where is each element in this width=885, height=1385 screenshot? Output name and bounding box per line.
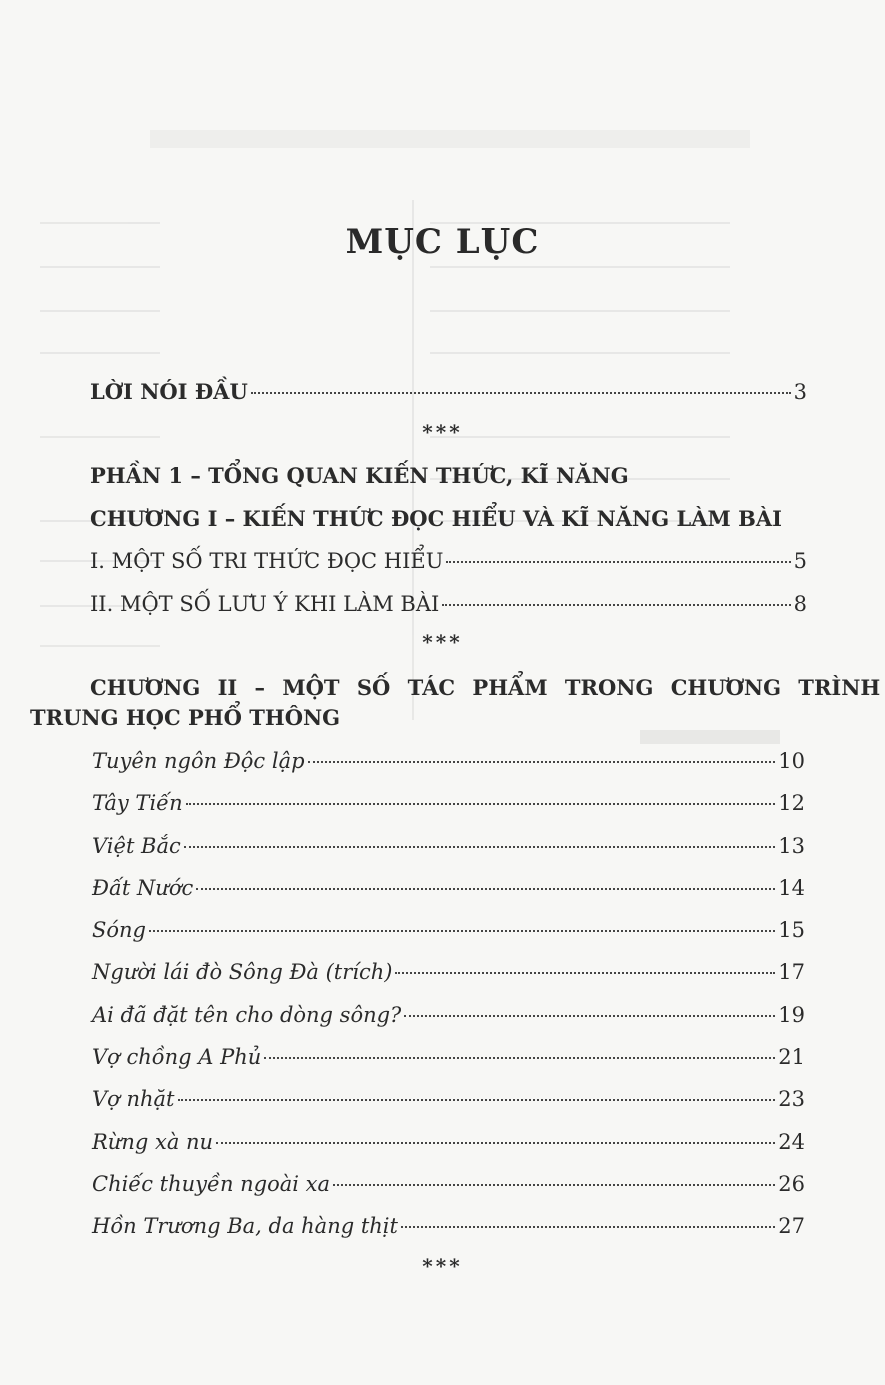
part1-heading: PHẦN 1 – TỔNG QUAN KIẾN THỨC, KĨ NĂNG: [90, 463, 629, 488]
toc-entry-label: Việt Bắc: [92, 834, 181, 858]
toc-entry-label: Người lái đò Sông Đà (trích): [92, 960, 393, 984]
dot-leader: [333, 1184, 775, 1186]
toc-entry-label: LỜI NÓI ĐẦU: [90, 379, 248, 404]
toc-entry-page: 14: [778, 876, 805, 900]
toc-entry-preface: [90, 377, 807, 407]
toc-entry-label: Rừng xà nu: [92, 1130, 214, 1154]
dot-leader: [404, 1015, 775, 1017]
toc-entry-page: 27: [778, 1214, 805, 1238]
chapter2-heading-line2: TRUNG HỌC PHỔ THÔNG: [30, 705, 341, 730]
toc-entry-page: 24: [778, 1130, 805, 1154]
dot-leader: [178, 1099, 776, 1101]
toc-entry-page: 17: [778, 960, 805, 984]
toc-entry: [92, 831, 805, 861]
toc-entry-label: II. MỘT SỐ LƯU Ý KHI LÀM BÀI: [90, 592, 440, 616]
dot-leader: [446, 561, 790, 563]
section-separator: ***: [422, 1254, 463, 1278]
toc-entry: [90, 589, 807, 619]
chapter1-heading: CHƯƠNG I – KIẾN THỨC ĐỌC HIỂU VÀ KĨ NĂNG LÀM BÀI: [90, 506, 782, 531]
toc-entry-page: 10: [778, 749, 805, 773]
toc-entry-label: Tuyên ngôn Độc lập: [92, 749, 305, 773]
toc-entry-page: 3: [793, 380, 807, 404]
dot-leader: [442, 604, 790, 606]
chapter2-heading-line1: CHƯƠNG II – MỘT SỐ TÁC PHẨM TRONG CHƯƠNG TRÌNH: [90, 675, 881, 700]
dot-leader: [216, 1142, 775, 1144]
toc-entry-page: 26: [778, 1172, 805, 1196]
toc-entry-label: Sóng: [92, 918, 146, 942]
toc-entry-label: Chiếc thuyền ngoài xa: [92, 1172, 331, 1196]
toc-entry-page: 21: [778, 1045, 805, 1069]
toc-entry-label: Tây Tiến: [92, 791, 183, 815]
toc-entry-label: Vợ chồng A Phủ: [92, 1045, 262, 1069]
dot-leader: [251, 392, 791, 394]
toc-entry: [92, 746, 805, 776]
toc-entry-page: 15: [778, 918, 805, 942]
toc-entry-label: Ai đã đặt tên cho dòng sông?: [92, 1003, 402, 1027]
toc-entry: [92, 1084, 805, 1114]
toc-entry: [92, 788, 805, 818]
dot-leader: [401, 1226, 775, 1228]
toc-entry: [92, 873, 805, 903]
dot-leader: [196, 888, 775, 890]
toc-entry-page: 23: [778, 1087, 805, 1111]
toc-entry: [90, 546, 807, 576]
section-separator: ***: [422, 420, 463, 444]
toc-entry-label: Đất Nước: [92, 876, 194, 900]
toc-entry: [92, 1127, 805, 1157]
section-separator: ***: [422, 630, 463, 654]
dot-leader: [184, 846, 775, 848]
toc-entry-label: I. MỘT SỐ TRI THỨC ĐỌC HIỂU: [90, 549, 444, 573]
dot-leader: [395, 972, 775, 974]
toc-entry: [92, 1169, 805, 1199]
toc-entry-page: 12: [778, 791, 805, 815]
dot-leader: [264, 1057, 775, 1059]
toc-entry: [92, 1000, 805, 1030]
toc-entry-label: Hồn Trương Ba, da hàng thịt: [92, 1214, 398, 1238]
dot-leader: [186, 803, 776, 805]
toc-entry-page: 19: [778, 1003, 805, 1027]
toc-entry: [92, 915, 805, 945]
toc-entry-page: 5: [793, 549, 807, 573]
dot-leader: [149, 930, 775, 932]
toc-entry: [92, 1042, 805, 1072]
toc-entry-page: 8: [793, 592, 807, 616]
toc-entry-page: 13: [778, 834, 805, 858]
dot-leader: [308, 761, 776, 763]
toc-entry-label: Vợ nhặt: [92, 1087, 175, 1111]
page-title: MỤC LỤC: [345, 222, 540, 262]
toc-entry: [92, 957, 805, 987]
toc-entry: [92, 1211, 805, 1241]
